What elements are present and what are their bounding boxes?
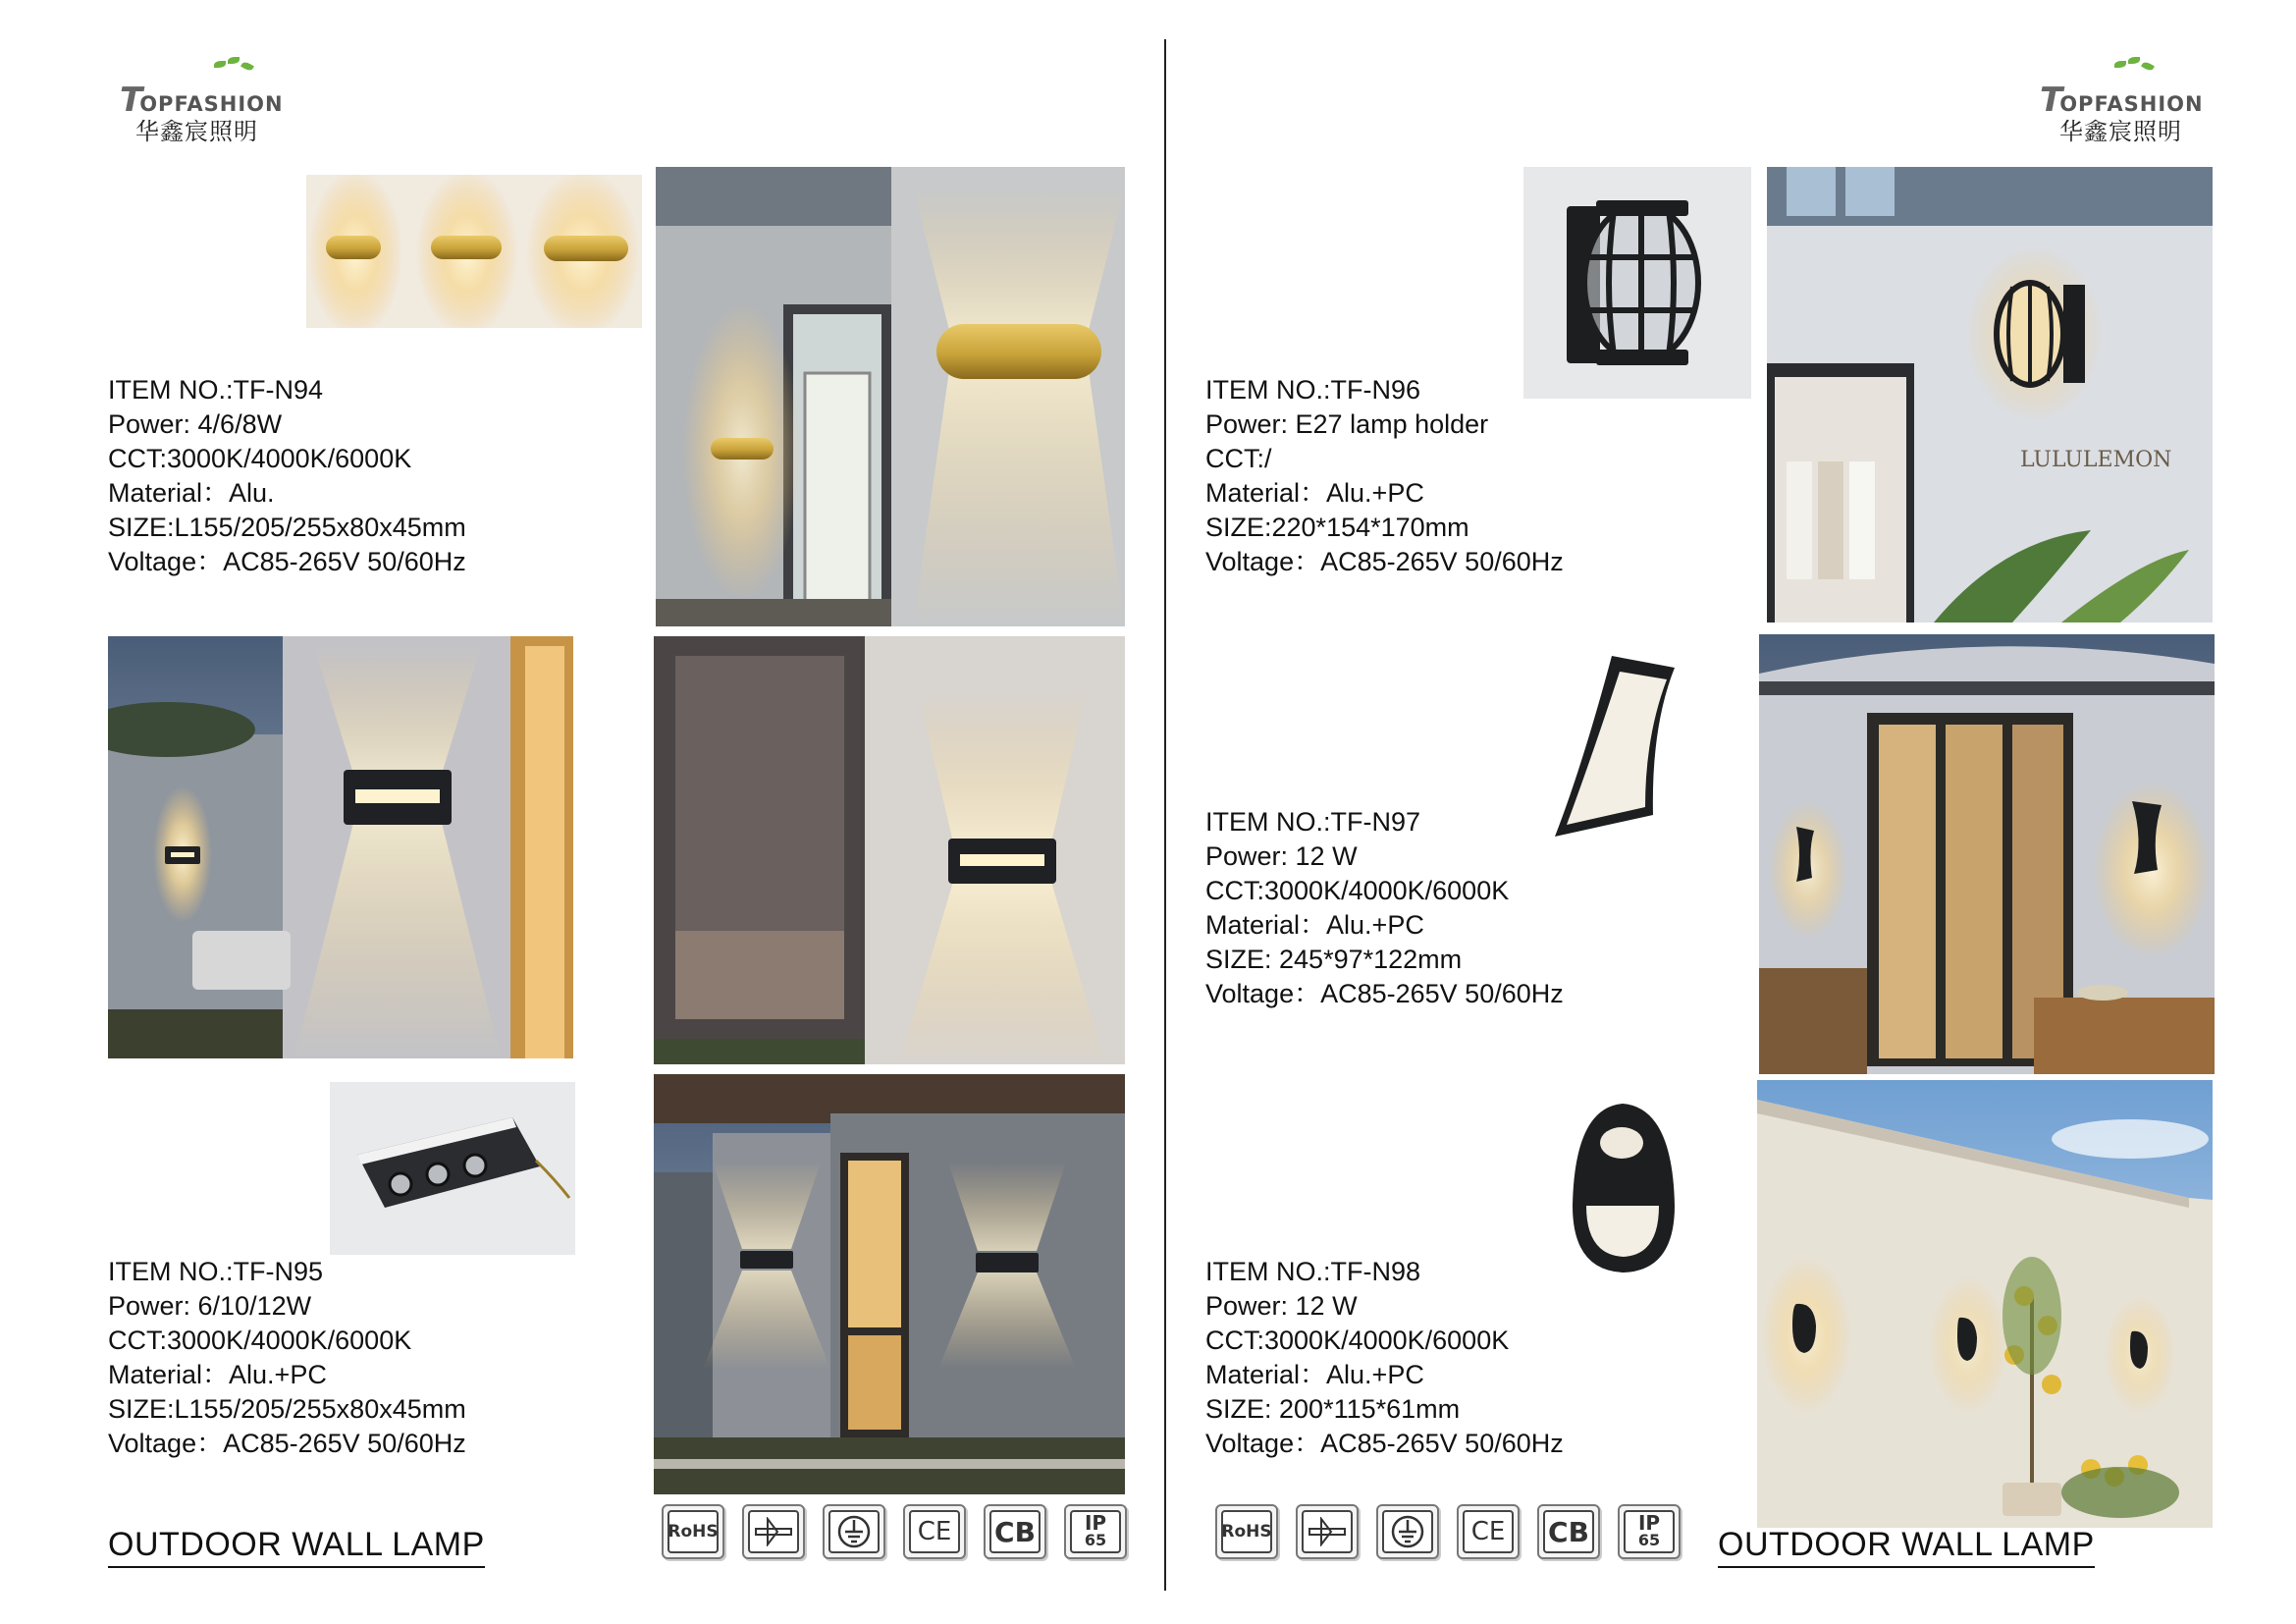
n97-scene-photo [1759, 634, 2215, 1074]
n95-scene-photo-3 [654, 1074, 1125, 1494]
cb-mark-icon: CB [1537, 1504, 1600, 1559]
power-spec: Power: 4/6/8W [108, 409, 283, 439]
material-spec: Material：Alu.+PC [1205, 478, 1424, 508]
rohs-badge: RoHS [662, 1504, 724, 1559]
n97-specs [1205, 805, 1564, 1011]
ground-icon [1376, 1504, 1439, 1559]
n98-scene-photo [1757, 1080, 2213, 1528]
ce-mark-icon: CE [903, 1504, 966, 1559]
n98-product-image [1565, 1098, 1681, 1282]
n95-specs [108, 1255, 466, 1461]
material-spec: Material：Alu. [108, 478, 275, 508]
cct-spec: CCT:3000K/4000K/6000K [1205, 876, 1510, 905]
voltage-spec: Voltage：AC85-265V 50/60Hz [1205, 547, 1564, 576]
n94-scene-photo [656, 167, 1125, 626]
n96-scene-photo [1767, 167, 2213, 623]
brand-logo-right [2040, 51, 2226, 145]
n95-product-image [330, 1082, 575, 1255]
class-ii-icon [742, 1504, 805, 1559]
shop-sign: LULULEMON [2020, 448, 2172, 472]
material-spec: Material：Alu.+PC [108, 1360, 327, 1389]
power-spec: Power: E27 lamp holder [1205, 409, 1489, 439]
footer-title-left: OUTDOOR WALL LAMP [108, 1526, 485, 1568]
power-spec: Power: 12 W [1205, 841, 1358, 871]
material-spec: Material：Alu.+PC [1205, 1360, 1424, 1389]
size-spec: SIZE: 245*97*122mm [1205, 945, 1463, 974]
size-spec: SIZE:L155/205/255x80x45mm [108, 1394, 466, 1424]
size-spec: SIZE:220*154*170mm [1205, 513, 1469, 542]
cct-spec: CCT:/ [1205, 444, 1272, 473]
footer-title-right: OUTDOOR WALL LAMP [1718, 1526, 2095, 1568]
ip65-badge: IP 65 [1618, 1504, 1681, 1559]
n95-scene-photo-1 [108, 636, 573, 1058]
brand-chinese-name: 华鑫宸照明 [135, 118, 258, 145]
cb-mark-icon: CB [984, 1504, 1046, 1559]
n94-specs [108, 373, 466, 579]
voltage-spec: Voltage：AC85-265V 50/60Hz [1205, 1429, 1564, 1458]
ground-icon [823, 1504, 885, 1559]
n96-specs [1205, 373, 1564, 579]
n95-scene-photo-2 [654, 636, 1125, 1064]
cct-spec: CCT:3000K/4000K/6000K [108, 444, 412, 473]
n96-product-image [1523, 167, 1751, 399]
size-spec: SIZE: 200*115*61mm [1205, 1394, 1461, 1424]
item-number: ITEM NO.:TF-N96 [1205, 375, 1421, 405]
voltage-spec: Voltage：AC85-265V 50/60Hz [1205, 979, 1564, 1008]
n97-product-image [1543, 648, 1681, 850]
rohs-badge: RoHS [1215, 1504, 1278, 1559]
item-number: ITEM NO.:TF-N98 [1205, 1257, 1421, 1286]
item-number: ITEM NO.:TF-N97 [1205, 807, 1421, 837]
item-number: ITEM NO.:TF-N94 [108, 375, 324, 405]
voltage-spec: Voltage：AC85-265V 50/60Hz [108, 1429, 466, 1458]
n98-specs [1205, 1255, 1564, 1461]
brand-wordmark: TOPFASHION [2040, 81, 2204, 120]
brand-wordmark: TOPFASHION [120, 81, 284, 120]
ce-mark-icon: CE [1457, 1504, 1520, 1559]
cct-spec: CCT:3000K/4000K/6000K [1205, 1326, 1510, 1355]
size-spec: SIZE:L155/205/255x80x45mm [108, 513, 466, 542]
brand-chinese-name: 华鑫宸照明 [2059, 118, 2182, 145]
n94-product-image [306, 175, 642, 328]
certification-badges-left [662, 1504, 1127, 1559]
item-number: ITEM NO.:TF-N95 [108, 1257, 324, 1286]
power-spec: Power: 6/10/12W [108, 1291, 312, 1321]
power-spec: Power: 12 W [1205, 1291, 1358, 1321]
material-spec: Material：Alu.+PC [1205, 910, 1424, 940]
brand-logo-left [120, 51, 306, 145]
class-ii-icon [1296, 1504, 1359, 1559]
ip65-badge: IP 65 [1064, 1504, 1127, 1559]
voltage-spec: Voltage：AC85-265V 50/60Hz [108, 547, 466, 576]
cct-spec: CCT:3000K/4000K/6000K [108, 1326, 412, 1355]
certification-badges-right [1215, 1504, 1681, 1559]
page-divider [1164, 39, 1166, 1591]
